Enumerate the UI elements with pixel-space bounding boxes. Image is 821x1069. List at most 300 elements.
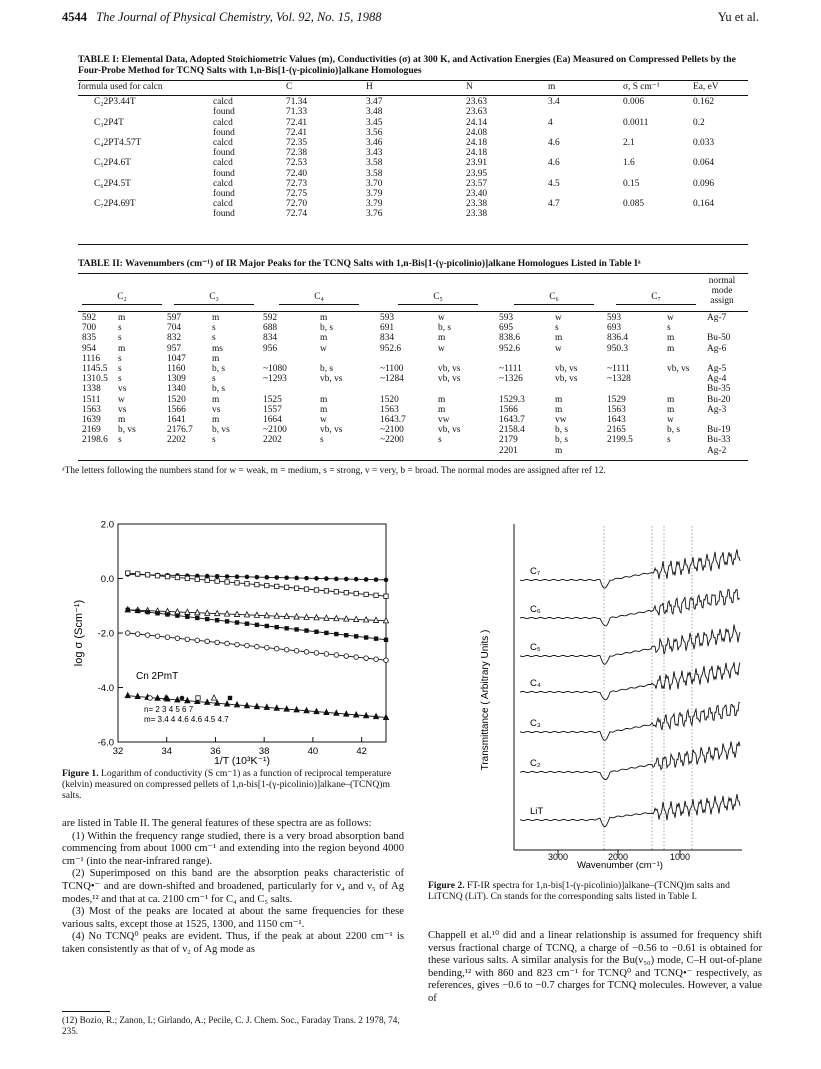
table1-header-cell: Ea, eV	[693, 82, 719, 92]
table2-cell: b, s	[320, 323, 334, 334]
figure1-point	[245, 643, 250, 648]
table1-row	[78, 158, 748, 168]
table1-cell: 0.085	[623, 199, 645, 210]
figure1-point	[185, 615, 189, 619]
table2-cell: ~1284	[380, 374, 404, 385]
table2-cell: Bu-50	[707, 333, 731, 344]
figure2-trace-line	[520, 794, 740, 827]
figure1-point	[195, 616, 199, 620]
table2-cell	[438, 446, 499, 456]
table2-cell: m	[212, 415, 220, 426]
table2-cell: vw	[438, 415, 450, 426]
table2-group-header: C₇	[651, 292, 661, 302]
figure1-point	[215, 579, 219, 583]
table1-cell: C₃2P4T	[94, 117, 124, 128]
figure1-point	[344, 654, 349, 659]
figure1-point	[175, 613, 179, 617]
table1-header-cell: formula used for calcn	[78, 82, 163, 92]
figure1-point	[225, 641, 230, 646]
figure1-point	[205, 617, 209, 621]
figure1-point	[294, 627, 298, 631]
table2-cell	[667, 354, 707, 364]
table1-cell: 1.6	[623, 158, 635, 169]
table2-cell: 1563	[82, 404, 101, 415]
table2-group-rule	[398, 304, 478, 305]
figure2-trace-line	[520, 741, 740, 779]
table1-cell: 23.63	[466, 97, 488, 108]
table1-cell: 2.1	[623, 138, 635, 149]
table1-cell	[693, 189, 748, 199]
table2-cell	[499, 354, 555, 364]
table2-cell	[707, 354, 748, 364]
figure1-y-tick-label: -4.0	[97, 683, 114, 694]
table2-cell: s	[118, 435, 122, 446]
figure1-y-tick-label: -2.0	[97, 628, 114, 640]
table2-cell: 956	[263, 343, 278, 354]
table1-cell: 0.033	[693, 138, 715, 149]
table1-cell: 3.79	[366, 189, 383, 200]
figure1-point	[364, 656, 369, 661]
table1-header-cell: N	[466, 82, 473, 92]
table1-cell: 72.38	[286, 148, 308, 159]
figure2-trace-label: C₄	[530, 678, 541, 689]
figure1-point	[225, 580, 229, 584]
figure2-caption-text: FT-IR spectra for 1,n-bis[1-(γ-picolinio)]alkane–(TCNQ)m salts and LiTCNQ (LiT). Cn stands for the corresponding salts listed in Table I.	[428, 880, 730, 903]
table2-cell	[167, 446, 212, 456]
table2-assign-header: normal	[708, 276, 736, 286]
table1-cell: 4.6	[548, 138, 560, 149]
figure1-point	[125, 693, 130, 698]
table1-cell: 72.75	[286, 189, 308, 200]
table2-cell: 1566	[167, 404, 186, 415]
table1-caption: TABLE I: Elemental Data, Adopted Stoichiometric Values (m), Conductivities (σ) at 300 K, and Activation Energies (Ea) Measured on Compressed Pellets by the Four-Probe Method for TCNQ Salts with 1,n-Bis[1-(γ-picolinio)]alkane Homologues	[78, 54, 736, 76]
figure1-plot	[64, 518, 400, 766]
table2-cell: 957	[167, 343, 182, 354]
table2-group-header: C₆	[549, 292, 559, 302]
table1-cell: 3.70	[366, 178, 383, 189]
table2-cell: m	[667, 404, 675, 415]
figure1-point	[354, 577, 359, 582]
table2-cell: 1525	[263, 394, 282, 405]
table1-cell	[78, 189, 213, 199]
figure1-point	[284, 647, 289, 652]
figure2-trace-label: C₅	[530, 642, 541, 653]
table1-cell: 71.33	[286, 107, 308, 118]
table2-cell: vs	[212, 404, 221, 415]
table1-cell: 71.34	[286, 97, 308, 108]
table2-cell: ~1328	[607, 374, 631, 385]
figure1-y-tick-label: -6.0	[97, 737, 114, 749]
figure1-caption-label: Figure 1.	[62, 768, 99, 779]
table1-cell: 24.14	[466, 117, 488, 128]
table2-row	[78, 415, 748, 425]
table2-cell: Ag-2	[707, 445, 727, 456]
table1-row	[78, 179, 748, 189]
table2-cell: b, s	[320, 364, 334, 375]
figure1-point	[180, 696, 185, 701]
table2-cell: m	[667, 343, 675, 354]
table1-bottom-rule	[78, 244, 748, 245]
table2-cell: s	[118, 374, 122, 385]
table1-cell: 3.43	[366, 148, 383, 159]
figure1-point	[215, 640, 220, 645]
table1-cell: 4	[548, 117, 553, 128]
table2-cell: m	[118, 343, 126, 354]
figure1-point	[294, 649, 299, 654]
table2-cell: 950.3	[607, 343, 629, 354]
table1-cell: 3.58	[366, 168, 383, 179]
table2-cell: s	[212, 435, 216, 446]
figure1-point	[255, 582, 259, 586]
figure2-trace	[520, 702, 740, 740]
table2-cell: m	[212, 353, 220, 364]
table1-cell	[693, 128, 748, 138]
figure1-series-5	[125, 607, 388, 623]
figure1-point	[255, 575, 260, 580]
table1-cell: calcd	[213, 199, 233, 210]
figure2-x-tick-label: 2000	[607, 852, 629, 862]
figure2-trace-line	[520, 625, 740, 665]
table1-cell: 24.18	[466, 138, 488, 149]
table2-cell: 838.6	[499, 333, 521, 344]
table1-cell: C₅2P4.6T	[94, 158, 131, 169]
table2-cell: 1566	[499, 404, 518, 415]
table2-cell: 688	[263, 323, 278, 334]
table1-row	[78, 128, 748, 138]
figure1-point	[255, 644, 260, 649]
table2-cell: Bu-20	[707, 394, 731, 405]
table2-cell: m	[118, 415, 126, 426]
table2-cell: s	[118, 364, 122, 375]
table1	[78, 82, 748, 220]
table2-cell	[555, 354, 607, 364]
table1-cell: 23.95	[466, 168, 488, 179]
figure1-point	[215, 574, 220, 579]
table1-cell: found	[213, 107, 235, 118]
table2-cell: 1338	[82, 384, 101, 395]
figure1-point	[125, 631, 130, 636]
table1-cell	[548, 148, 623, 158]
table2-cell: b, vs	[212, 425, 230, 436]
figure1-point	[314, 576, 319, 581]
table1-cell: calcd	[213, 117, 233, 128]
table2-cell	[263, 354, 320, 364]
figure1-point	[284, 575, 289, 580]
figure2-trace-line	[520, 702, 740, 740]
figure1-point	[374, 657, 379, 662]
figure1-point	[354, 634, 358, 638]
figure1-point	[265, 645, 270, 650]
table2-cell: 1643.7	[499, 415, 525, 426]
figure1-caption-text: Logarithm of conductivity (S cm⁻1) as a function of reciprocal temperature (kelvin) measured on compressed pellets of 1,n-bis[1-(γ-picolinio)]alkane–(TCNQ)m salts.	[62, 768, 392, 802]
table2-cell: w	[555, 343, 562, 354]
table1-cell: 3.56	[366, 127, 383, 138]
table1-cell: 72.73	[286, 178, 308, 189]
table2-row	[78, 364, 748, 374]
table2-cell: 1529.3	[499, 394, 525, 405]
table2-cell: s	[118, 323, 122, 334]
table1-cell	[78, 209, 213, 219]
table2-group-rule	[514, 304, 594, 305]
table2-cell: 2201	[499, 445, 518, 456]
table1-cell: 3.48	[366, 107, 383, 118]
table1-cell: 23.40	[466, 189, 488, 200]
figure2-ylabel: Transmittance ( Arbitrary Units )	[480, 629, 491, 771]
table1-cell	[548, 209, 623, 219]
table2-cell: 700	[82, 323, 97, 334]
table2-cell: s	[118, 353, 122, 364]
table1-cell: 3.4	[548, 97, 560, 108]
table1-cell: 72.53	[286, 158, 308, 169]
table1-cell	[623, 169, 693, 179]
table2	[78, 313, 748, 456]
table2-cell: m	[555, 445, 563, 456]
figure1-point	[135, 609, 139, 613]
figure1-x-tick-label: 38	[258, 746, 270, 757]
table2-cell: b, s	[212, 364, 226, 375]
table2-cell: s	[212, 333, 216, 344]
table1-cell: 3.76	[366, 209, 383, 220]
table1-cell	[623, 107, 693, 117]
figure1-legend-n: n= 2 3 4 5 6 7	[144, 705, 194, 714]
table1-cell: 23.91	[466, 158, 488, 169]
table2-cell: 1116	[82, 353, 101, 364]
table2-cell: vb, vs	[438, 374, 461, 385]
table2-cell: 2199.5	[607, 435, 633, 446]
table2-cell: 2198.6	[82, 435, 108, 446]
table2-cell: 2176.7	[167, 425, 193, 436]
figure1-point	[235, 642, 240, 647]
figure1-point	[324, 631, 328, 635]
table2-cell: 2202	[167, 435, 186, 446]
table1-cell	[548, 128, 623, 138]
table1-cell	[78, 169, 213, 179]
left-column-text	[62, 818, 404, 957]
table1-cell: calcd	[213, 138, 233, 149]
figure1-legend-title: Cn 2PmT	[136, 671, 179, 682]
table2-cell: 836.4	[607, 333, 629, 344]
table2-group-rule	[279, 304, 359, 305]
table2-cell	[707, 415, 748, 425]
table2-row	[78, 384, 748, 394]
right-column-text: Chappell et al.¹⁰ did and a linear relationship is assumed for frequency shift versus fractional charge of TCNQ, a charge of −0.56 to −0.61 is obtained for these various salts. A similar analysis for the Bu(ν₅₀) mode, C–H out-of-plane bending,¹² with 860 and 823 cm⁻¹ for TCNQ⁰ and TCNQ•⁻ respectively, as references, gives −0.6 to −0.7 charges for TCNQ molecules. However, a value of	[428, 930, 762, 1004]
table2-cell: w	[438, 343, 445, 354]
figure1-point	[145, 573, 149, 577]
figure1-point	[324, 652, 329, 657]
table2-cell: vb, vs	[667, 364, 690, 375]
figure1-point	[165, 612, 169, 616]
figure1-series-3	[125, 572, 388, 582]
figure1-point	[255, 623, 259, 627]
table2-row	[78, 323, 748, 333]
table2-cell: ~1111	[607, 364, 630, 375]
table2-cell	[667, 374, 707, 384]
table2-cell	[499, 384, 555, 394]
table1-header-row	[78, 82, 748, 95]
table2-group-rule	[174, 304, 254, 305]
table2-cell: 1145.5	[82, 364, 108, 375]
table1-cell: C₆2P4.5T	[94, 178, 131, 189]
table2-cell: 832	[167, 333, 182, 344]
table2-cell: 2169	[82, 425, 101, 436]
table2-row	[78, 374, 748, 384]
table2-cell	[263, 446, 320, 456]
table2-cell: vb, vs	[320, 374, 343, 385]
table1-cell: 3.47	[366, 97, 383, 108]
table2-cell: 1520	[380, 394, 399, 405]
figure2-caption	[428, 880, 762, 902]
figure1-point	[354, 655, 359, 660]
figure1-point	[235, 581, 239, 585]
table1-cell: 3.79	[366, 199, 383, 210]
table2-cell: Bu-33	[707, 435, 731, 446]
table2-cell: 704	[167, 323, 182, 334]
table1-cell: found	[213, 209, 235, 220]
figure2-trace-label: LiT	[530, 806, 544, 817]
figure1-point	[304, 628, 308, 632]
table2-cell: 1563	[380, 404, 399, 415]
table2-group-header: C₃	[209, 292, 219, 302]
table1-cell	[623, 189, 693, 199]
figure2-trace-label: C₃	[530, 718, 541, 729]
table2-row	[78, 435, 748, 445]
table2-cell: w	[667, 313, 674, 323]
figure2-x-tick-label: 1000	[669, 852, 691, 862]
table1-cell: 0.15	[623, 178, 640, 189]
table2-cell	[380, 384, 438, 394]
figure1-point	[126, 608, 130, 612]
table2-group-rule	[82, 304, 162, 305]
figure2-traces	[520, 549, 740, 826]
table2-cell: 1639	[82, 415, 101, 426]
table1-row	[78, 199, 748, 209]
table2-cell: m	[320, 404, 328, 415]
table2-cell: ~2200	[380, 435, 404, 446]
table1-cell: 0.0011	[623, 117, 649, 128]
figure1-point	[294, 576, 299, 581]
figure1-point	[334, 632, 338, 636]
figure1-point	[235, 574, 240, 579]
table1-cell: 0.096	[693, 178, 715, 189]
figure1-point	[225, 619, 229, 623]
figure1-xlabel: 1/T (10³K⁻¹)	[213, 755, 271, 766]
table2-cell: m	[667, 394, 675, 405]
figure1-x-tick-label: 42	[356, 746, 367, 757]
table2-cell	[707, 323, 748, 333]
figure1-point	[374, 577, 379, 582]
table1-cell	[693, 209, 748, 219]
table1-cell: 3.58	[366, 158, 383, 169]
table1-header-cell: H	[366, 82, 373, 92]
table1-cell	[548, 189, 623, 199]
figure1-point	[384, 594, 388, 598]
figure1-point	[126, 571, 130, 575]
figure1-point	[314, 588, 318, 592]
figure1-point	[195, 638, 200, 643]
table1-cell: 24.08	[466, 127, 488, 138]
figure1-point	[284, 585, 288, 589]
table2-cell: s	[438, 435, 442, 446]
figure2-xlabel: Wavenumber (cm⁻¹)	[577, 860, 663, 870]
figure1-point	[165, 574, 169, 578]
table1-cell: 23.63	[466, 107, 488, 118]
figure1-point	[175, 575, 179, 579]
table2-top-rule	[78, 273, 748, 274]
figure1-point	[265, 624, 269, 628]
table1-row	[78, 189, 748, 199]
table1-cell: 72.41	[286, 117, 308, 128]
table2-cell: 834	[263, 333, 278, 344]
table2-cell: Ag-7	[707, 313, 727, 323]
table1-cell: 4.5	[548, 178, 560, 189]
table2-cell: 1309	[167, 374, 186, 385]
figure1-point	[225, 574, 230, 579]
table2-cell: m	[555, 404, 563, 415]
figure1-point	[364, 577, 369, 582]
figure1-point	[334, 590, 338, 594]
figure2-trace	[520, 625, 740, 665]
table2-cell: vb, vs	[438, 364, 461, 375]
table1-cell: found	[213, 127, 235, 138]
left-paragraph: (3) Most of the peaks are located at about the same frequencies for these various salts, except those at 1525, 1300, and 1150 cm⁻¹.	[62, 906, 404, 930]
table1-cell: C₂2P3.44T	[94, 97, 136, 108]
figure1-point	[245, 575, 250, 580]
table2-cell: Ag-4	[707, 374, 727, 385]
table1-header-cell: m	[548, 82, 556, 92]
table2-assign-header: assign	[710, 296, 734, 306]
table1-row	[78, 148, 748, 158]
table2-cell: 952.6	[380, 343, 402, 354]
figure2-x-tick-label: 3000	[547, 852, 569, 862]
table2-cell: m	[555, 333, 563, 344]
figure1-point	[196, 696, 200, 700]
table1-cell	[623, 148, 693, 158]
figure1-point	[364, 635, 368, 639]
table2-cell: 2179	[499, 435, 518, 446]
table2-cell: m	[118, 313, 126, 323]
figure2-trace	[520, 590, 740, 626]
table2-footnote: ᵃThe letters following the numbers stand for w = weak, m = medium, s = strong, v = very, b = broad. The normal modes are assigned after ref 12.	[62, 466, 606, 476]
table2-group-header: C₅	[433, 292, 443, 302]
table2-cell	[320, 384, 380, 394]
table2-cell: ~1326	[499, 374, 523, 385]
figure1-point	[354, 591, 358, 595]
table2-cell: 593	[380, 313, 395, 323]
reference-12: (12) Bozio, R.; Zanon, I.; Girlando, A.; Pecile, C. J. Chem. Soc., Faraday Trans. 2 1978, 74, 235.	[62, 1015, 400, 1036]
table1-cell: calcd	[213, 178, 233, 189]
figure1-y-ticks	[98, 520, 123, 749]
figure1-point	[384, 658, 389, 663]
figure1-point	[275, 625, 279, 629]
figure1-point	[274, 575, 279, 580]
table2-cell: vw	[555, 415, 567, 426]
table2-cell: vb, vs	[555, 374, 578, 385]
table2-cell: m	[320, 394, 328, 405]
table2-cell	[607, 354, 667, 364]
figure1-ylabel: log σ (Scm⁻¹)	[73, 599, 85, 667]
table1-cell: 72.40	[286, 168, 308, 179]
table2-cell: m	[438, 404, 446, 415]
table2-cell	[438, 384, 499, 394]
figure1-point	[245, 582, 249, 586]
table1-cell: 0.162	[693, 97, 715, 108]
figure2-caption-label: Figure 2.	[428, 880, 465, 891]
figure2-trace-label: C₇	[530, 566, 541, 577]
table1-cell: 4.6	[548, 158, 560, 169]
table2-cell: 1643.7	[380, 415, 406, 426]
table2-cell: 952.6	[499, 343, 521, 354]
table1-row	[78, 118, 748, 128]
